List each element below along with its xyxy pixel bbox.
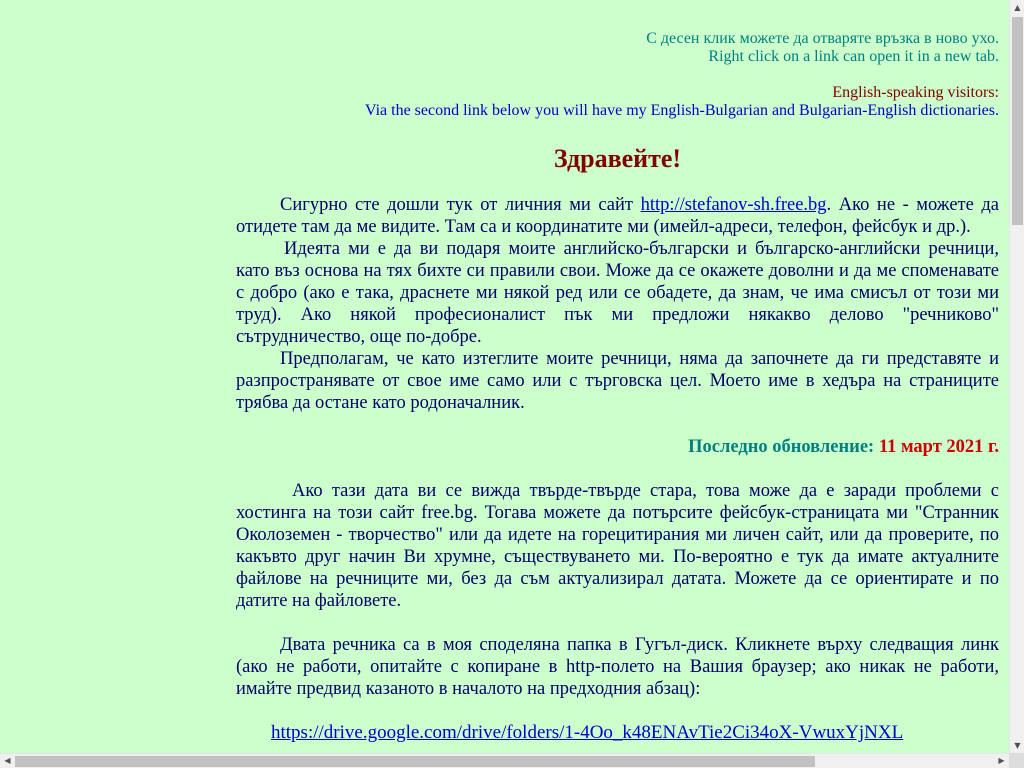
scroll-down-icon[interactable]: ▼ <box>1014 741 1021 750</box>
drive-link-row <box>271 722 999 744</box>
last-update-date: 11 март 2021 г. <box>878 437 999 457</box>
scroll-left-icon[interactable]: ◀ <box>4 756 11 765</box>
google-drive-link[interactable]: https://drive.google.com/drive/folders/1-4Oo_k48ENAvTie2Ci34oX-VwuxYjNXL <box>271 722 904 743</box>
vertical-scroll-thumb[interactable] <box>1012 17 1023 225</box>
scroll-up-icon[interactable]: ▲ <box>1014 3 1021 12</box>
intro-p1-after: . Ако не - можете да отидете там да ме видите. Там са и координатите ми (имейл-адреси, телефон, фейсбук и др.). <box>236 195 999 237</box>
intro-paragraph-1 <box>236 194 999 238</box>
horizontal-scroll-thumb[interactable] <box>15 756 815 767</box>
notice-line-en: Right click on a link can open it in a new tab. <box>708 48 999 65</box>
last-update-label: Последно обновление: <box>688 437 875 457</box>
page-content <box>236 30 999 744</box>
new-tab-notice <box>236 30 999 120</box>
scrollbar-corner <box>1009 753 1024 768</box>
notice-line-bg: С десен клик можете да отваряте връзка в ново ухо. <box>646 30 999 47</box>
personal-site-link[interactable]: http://stefanov-sh.free.bg <box>640 195 827 215</box>
horizontal-scrollbar[interactable] <box>0 753 1009 768</box>
vertical-scrollbar[interactable] <box>1009 0 1024 753</box>
english-visitors-label: English-speaking visitors: <box>832 84 999 101</box>
intro-paragraph-2: Идеята ми е да ви подаря моите английско-български и българско-английски речници, като въз основа на тях бихте си правили свои. Може да се окажете доволни и да ме споменавате с добро (ако е така, драснете ми някой ред или се обадете, да знам, че има смисъл от този ми труд). Ако някой професионалист пък ми предложи някакво делово "речниково" сътрудничество, още по-добре. <box>236 239 999 347</box>
page-title: Здравейте! <box>553 144 682 173</box>
intro-p1-before: Сигурно сте дошли тук от личния ми сайт <box>280 195 641 215</box>
intro-paragraph-3: Предполагам, че като изтеглите моите речници, няма да започнете да ги представяте и разпространявате от свое име само или с търговска цел. Моето име в хедъра на страниците трябва да остане като родоначалник. <box>236 349 999 413</box>
english-visitors-text: Via the second link below you will have my English-Bulgarian and Bulgarian-English dictionaries. <box>364 102 999 119</box>
last-update <box>236 436 999 458</box>
scroll-right-icon[interactable]: ▶ <box>998 756 1005 765</box>
drive-paragraph: Двата речника са в моя споделяна папка в Гугъл-диск. Кликнете върху следващия линк (ако не работи, опитайте с копиране в http-полето на Вашия браузер; ако никак не работи, имайте предвид казаното в началото на предходния абзац): <box>236 635 999 699</box>
hosting-paragraph: Ако тази дата ви се вижда твърде-твърде стара, това може да е заради проблеми с хостинга на този сайт free.bg. Тогава можете да потърсите фейсбук-страницата ми "Странник Околоземен - творчество" или да идете на горецитирания ми личен сайт, или да проверите, по какъвто друг начин Ви хрумне, съществуването ми. По-вероятно е тук да имате актуалните файлове на речниците ми, без да съм актуализирал датата. Можете да се ориентирате и по датите на файловете. <box>236 481 999 611</box>
